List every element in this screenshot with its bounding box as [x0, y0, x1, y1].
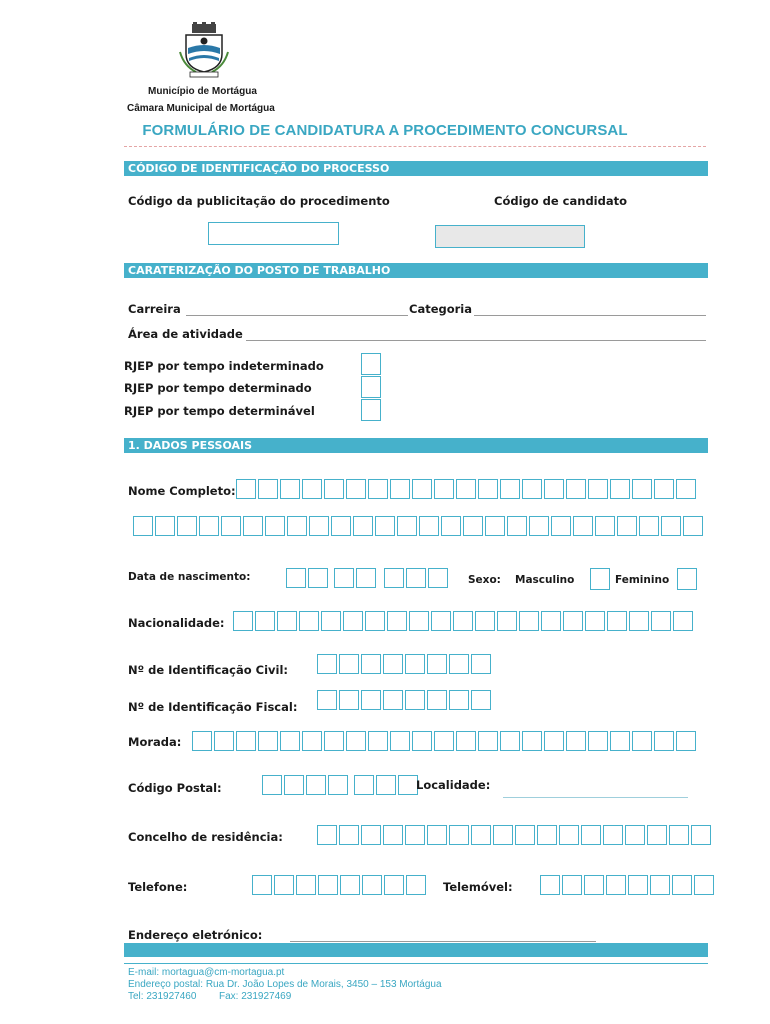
title-divider: [124, 146, 706, 147]
codigo-postal-boxes[interactable]: [262, 775, 350, 797]
char-box[interactable]: [522, 479, 542, 499]
char-box[interactable]: [299, 611, 319, 631]
char-box[interactable]: [478, 731, 498, 751]
rjep-determinado-label: RJEP por tempo determinado: [124, 381, 312, 395]
char-box[interactable]: [427, 654, 447, 674]
char-box[interactable]: [375, 516, 395, 536]
char-box[interactable]: [354, 775, 374, 795]
rjep-determinavel-checkbox[interactable]: [361, 399, 381, 421]
telefone-boxes[interactable]: [252, 875, 428, 897]
char-box[interactable]: [199, 516, 219, 536]
char-box[interactable]: [274, 875, 294, 895]
footer-address: Endereço postal: Rua Dr. João Lopes de Morais, 3450 – 153 Mortágua: [128, 979, 442, 990]
rjep-determinavel-label: RJEP por tempo determinável: [124, 404, 315, 418]
char-box[interactable]: [356, 568, 376, 588]
codigo-candidato-label: Código de candidato: [494, 194, 628, 208]
form-title: FORMULÁRIO DE CANDIDATURA A PROCEDIMENTO CONCURSAL: [142, 122, 628, 139]
char-box[interactable]: [673, 611, 693, 631]
char-box[interactable]: [133, 516, 153, 536]
char-box[interactable]: [398, 775, 418, 795]
section-heading-codigo: CÓDIGO DE IDENTIFICAÇÃO DO PROCESSO: [128, 162, 390, 175]
char-box[interactable]: [672, 875, 692, 895]
nascimento-label: Data de nascimento:: [128, 571, 251, 583]
telemovel-boxes[interactable]: [540, 875, 716, 897]
nascimento-month-boxes[interactable]: [334, 568, 378, 590]
feminino-checkbox[interactable]: [677, 568, 697, 590]
id-civil-label: Nº de Identificação Civil:: [128, 663, 289, 677]
char-box[interactable]: [563, 611, 583, 631]
nacionalidade-boxes[interactable]: [233, 611, 695, 633]
char-box[interactable]: [431, 611, 451, 631]
rjep-indeterminado-label: RJEP por tempo indeterminado: [124, 359, 324, 373]
char-box[interactable]: [449, 654, 469, 674]
char-box[interactable]: [654, 731, 674, 751]
char-box[interactable]: [177, 516, 197, 536]
char-box[interactable]: [384, 875, 404, 895]
char-box[interactable]: [434, 479, 454, 499]
rjep-determinado-checkbox[interactable]: [361, 376, 381, 398]
char-box[interactable]: [252, 875, 272, 895]
char-box[interactable]: [607, 611, 627, 631]
char-box[interactable]: [500, 479, 520, 499]
char-box[interactable]: [588, 731, 608, 751]
char-box[interactable]: [434, 731, 454, 751]
char-box[interactable]: [397, 516, 417, 536]
char-box[interactable]: [419, 516, 439, 536]
char-box[interactable]: [321, 611, 341, 631]
nome-label: Nome Completo:: [128, 484, 236, 498]
char-box[interactable]: [233, 611, 253, 631]
char-box[interactable]: [390, 731, 410, 751]
char-box[interactable]: [603, 825, 623, 845]
char-box[interactable]: [405, 690, 425, 710]
char-box[interactable]: [214, 731, 234, 751]
masculino-checkbox[interactable]: [590, 568, 610, 590]
bottom-bar: [124, 943, 708, 957]
char-box[interactable]: [346, 731, 366, 751]
id-fiscal-label: Nº de Identificação Fiscal:: [128, 700, 298, 714]
footer-email: E-mail: mortagua@cm-mortagua.pt: [128, 967, 285, 978]
char-box[interactable]: [529, 516, 549, 536]
section-heading-posto: CARATERIZAÇÃO DO POSTO DE TRABALHO: [128, 264, 391, 277]
char-box[interactable]: [265, 516, 285, 536]
carreira-field[interactable]: [186, 315, 408, 316]
id-fiscal-boxes[interactable]: [317, 690, 493, 712]
email-label: Endereço eletrónico:: [128, 928, 263, 942]
char-box[interactable]: [632, 731, 652, 751]
char-box[interactable]: [406, 875, 426, 895]
char-box[interactable]: [456, 731, 476, 751]
morada-boxes[interactable]: [192, 731, 698, 753]
char-box[interactable]: [661, 516, 681, 536]
char-box[interactable]: [562, 875, 582, 895]
char-box[interactable]: [343, 611, 363, 631]
char-box[interactable]: [427, 690, 447, 710]
char-box[interactable]: [362, 875, 382, 895]
email-field[interactable]: [290, 941, 596, 942]
char-box[interactable]: [654, 479, 674, 499]
char-box[interactable]: [471, 654, 491, 674]
char-box[interactable]: [651, 611, 671, 631]
char-box[interactable]: [361, 690, 381, 710]
char-box[interactable]: [334, 568, 354, 588]
char-box[interactable]: [368, 731, 388, 751]
char-box[interactable]: [383, 825, 403, 845]
char-box[interactable]: [606, 875, 626, 895]
char-box[interactable]: [317, 690, 337, 710]
localidade-field[interactable]: [503, 797, 688, 798]
categoria-field[interactable]: [474, 315, 706, 316]
char-box[interactable]: [544, 479, 564, 499]
feminino-label: Feminino: [615, 574, 670, 586]
char-box[interactable]: [192, 731, 212, 751]
char-box[interactable]: [324, 731, 344, 751]
char-box[interactable]: [405, 654, 425, 674]
char-box[interactable]: [286, 568, 306, 588]
char-box[interactable]: [308, 568, 328, 588]
char-box[interactable]: [456, 479, 476, 499]
char-box[interactable]: [551, 516, 571, 536]
char-box[interactable]: [346, 479, 366, 499]
char-box[interactable]: [610, 479, 630, 499]
char-box[interactable]: [406, 568, 426, 588]
char-box[interactable]: [683, 516, 703, 536]
char-box[interactable]: [537, 825, 557, 845]
codigo-postal-suffix-boxes[interactable]: [354, 775, 420, 797]
char-box[interactable]: [339, 654, 359, 674]
char-box[interactable]: [497, 611, 517, 631]
char-box[interactable]: [339, 690, 359, 710]
footer-fax: Fax: 231927469: [219, 991, 292, 1002]
char-box[interactable]: [540, 875, 560, 895]
footer-divider: [124, 963, 708, 964]
area-atividade-label: Área de atividade: [128, 327, 243, 341]
char-box[interactable]: [309, 516, 329, 536]
char-box[interactable]: [647, 825, 667, 845]
char-box[interactable]: [306, 775, 326, 795]
codigo-postal-label: Código Postal:: [128, 781, 222, 795]
char-box[interactable]: [390, 479, 410, 499]
char-box[interactable]: [221, 516, 241, 536]
char-box[interactable]: [507, 516, 527, 536]
char-box[interactable]: [365, 611, 385, 631]
char-box[interactable]: [585, 611, 605, 631]
char-box[interactable]: [383, 690, 403, 710]
char-box[interactable]: [493, 825, 513, 845]
char-box[interactable]: [544, 731, 564, 751]
char-box[interactable]: [676, 731, 696, 751]
char-box[interactable]: [296, 875, 316, 895]
char-box[interactable]: [324, 479, 344, 499]
concelho-label: Concelho de residência:: [128, 830, 283, 844]
section-heading-dados: 1. DADOS PESSOAIS: [128, 439, 253, 452]
char-box[interactable]: [258, 731, 278, 751]
char-box[interactable]: [412, 479, 432, 499]
categoria-label: Categoria: [409, 302, 473, 316]
municipio-name: Município de Mortágua: [148, 86, 257, 97]
char-box[interactable]: [519, 611, 539, 631]
rjep-indeterminado-checkbox[interactable]: [361, 353, 381, 375]
char-box[interactable]: [471, 825, 491, 845]
char-box[interactable]: [243, 516, 263, 536]
char-box[interactable]: [676, 479, 696, 499]
masculino-label: Masculino: [515, 574, 575, 586]
char-box[interactable]: [449, 690, 469, 710]
char-box[interactable]: [339, 825, 359, 845]
char-box[interactable]: [500, 731, 520, 751]
char-box[interactable]: [287, 516, 307, 536]
char-box[interactable]: [581, 825, 601, 845]
char-box[interactable]: [361, 825, 381, 845]
char-box[interactable]: [368, 479, 388, 499]
char-box[interactable]: [478, 479, 498, 499]
char-box[interactable]: [384, 568, 404, 588]
localidade-label: Localidade:: [416, 778, 491, 792]
char-box[interactable]: [694, 875, 714, 895]
char-box[interactable]: [255, 611, 275, 631]
char-box[interactable]: [566, 479, 586, 499]
char-box[interactable]: [639, 516, 659, 536]
nacionalidade-label: Nacionalidade:: [128, 616, 225, 630]
char-box[interactable]: [277, 611, 297, 631]
codigo-publicacao-label: Código da publicitação do procedimento: [128, 194, 390, 208]
char-box[interactable]: [427, 825, 447, 845]
section-bar-posto: [124, 263, 708, 278]
char-box[interactable]: [317, 654, 337, 674]
char-box[interactable]: [318, 875, 338, 895]
char-box[interactable]: [340, 875, 360, 895]
section-bar-codigo: [124, 161, 708, 176]
char-box[interactable]: [409, 611, 429, 631]
char-box[interactable]: [573, 516, 593, 536]
char-box[interactable]: [559, 825, 579, 845]
id-civil-boxes[interactable]: [317, 654, 493, 676]
char-box[interactable]: [471, 690, 491, 710]
morada-label: Morada:: [128, 735, 182, 749]
char-box[interactable]: [669, 825, 689, 845]
codigo-candidato-input[interactable]: [435, 225, 585, 248]
codigo-publicacao-input[interactable]: [208, 222, 339, 245]
nome-boxes-row1[interactable]: [236, 479, 698, 501]
char-box[interactable]: [485, 516, 505, 536]
char-box[interactable]: [155, 516, 175, 536]
char-box[interactable]: [302, 479, 322, 499]
char-box[interactable]: [629, 611, 649, 631]
char-box[interactable]: [317, 825, 337, 845]
concelho-boxes[interactable]: [317, 825, 713, 847]
section-bar-dados: [124, 438, 708, 453]
char-box[interactable]: [236, 731, 256, 751]
char-box[interactable]: [566, 731, 586, 751]
char-box[interactable]: [691, 825, 711, 845]
char-box[interactable]: [541, 611, 561, 631]
char-box[interactable]: [617, 516, 637, 536]
municipality-crest-icon: [178, 22, 230, 78]
char-box[interactable]: [412, 731, 432, 751]
char-box[interactable]: [588, 479, 608, 499]
nascimento-year-boxes[interactable]: [384, 568, 450, 590]
sexo-label: Sexo:: [468, 574, 501, 586]
char-box[interactable]: [628, 875, 648, 895]
char-box[interactable]: [515, 825, 535, 845]
char-box[interactable]: [236, 479, 256, 499]
telefone-label: Telefone:: [128, 880, 188, 894]
char-box[interactable]: [428, 568, 448, 588]
nascimento-day-boxes[interactable]: [286, 568, 330, 590]
carreira-label: Carreira: [128, 302, 181, 316]
footer-tel: Tel: 231927460: [128, 991, 197, 1002]
char-box[interactable]: [595, 516, 615, 536]
char-box[interactable]: [280, 479, 300, 499]
char-box[interactable]: [258, 479, 278, 499]
char-box[interactable]: [449, 825, 469, 845]
char-box[interactable]: [383, 654, 403, 674]
char-box[interactable]: [302, 731, 322, 751]
char-box[interactable]: [453, 611, 473, 631]
char-box[interactable]: [650, 875, 670, 895]
char-box[interactable]: [284, 775, 304, 795]
char-box[interactable]: [463, 516, 483, 536]
camara-name: Câmara Municipal de Mortágua: [127, 103, 275, 114]
telemovel-label: Telemóvel:: [443, 880, 513, 894]
area-atividade-field[interactable]: [246, 340, 706, 341]
char-box[interactable]: [522, 731, 542, 751]
char-box[interactable]: [361, 654, 381, 674]
char-box[interactable]: [610, 731, 630, 751]
char-box[interactable]: [632, 479, 652, 499]
char-box[interactable]: [353, 516, 373, 536]
char-box[interactable]: [376, 775, 396, 795]
char-box[interactable]: [262, 775, 282, 795]
char-box[interactable]: [441, 516, 461, 536]
char-box[interactable]: [405, 825, 425, 845]
char-box[interactable]: [625, 825, 645, 845]
char-box[interactable]: [328, 775, 348, 795]
char-box[interactable]: [475, 611, 495, 631]
char-box[interactable]: [584, 875, 604, 895]
char-box[interactable]: [331, 516, 351, 536]
nome-boxes-row2[interactable]: [133, 516, 705, 538]
char-box[interactable]: [280, 731, 300, 751]
char-box[interactable]: [387, 611, 407, 631]
